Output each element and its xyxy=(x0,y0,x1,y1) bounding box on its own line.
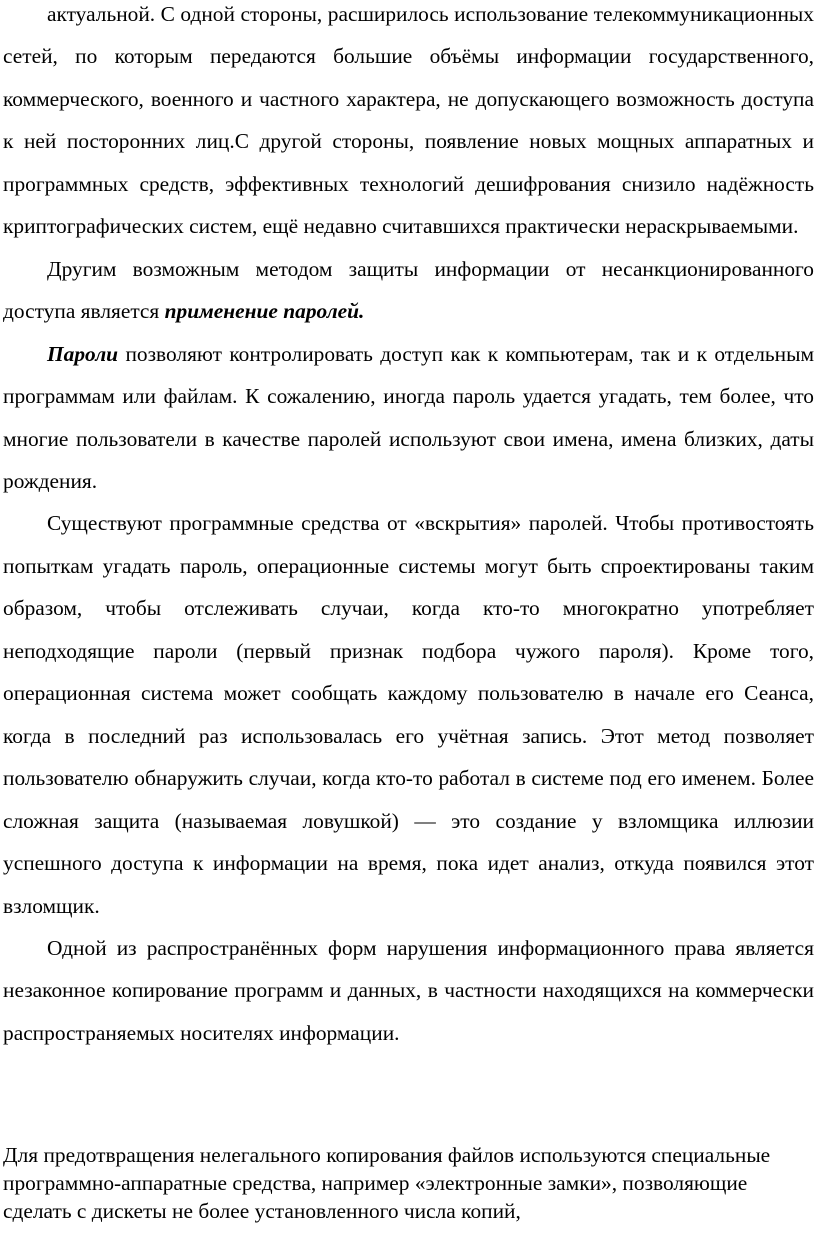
paragraph-text: Для предотвращения нелегального копирования файлов используются специальные программно-аппаратные средства, например «электронные замки», позволяющие сделать с дискеты не более установленного числа копий, xyxy=(3,1143,771,1223)
paragraph-passwords-control xyxy=(3,333,814,503)
paragraph-text: позволяют контролировать доступ как к компьютерам, так и к отдельным программам или файлам. К сожалению, иногда пароль удается угадать, тем более, что многие пользователи в качестве паролей используют свои имена, имена близких, даты рождения. xyxy=(3,341,814,493)
emphasis-text: применение паролей. xyxy=(164,299,365,324)
paragraph-text: Другим возможным методом защиты информации от несанкционированного доступа является xyxy=(3,256,814,324)
paragraph-text: Существуют программные средства от «вскрытия» паролей. Чтобы противостоять попыткам угадать пароль, операционные системы могут быть спроектированы таким образом, чтобы отслеживать случаи, когда кто-то многократно употребляет неподходящие пароли (первый признак подбора чужого пароля). Кроме того, операционная система может сообщать каждому пользователю в начале его Сеанса, когда в последний раз использовалась его учётная запись. Этот метод позволяет пользователю обнаружить случаи, когда кто-то работал в системе под его именем. Более сложная защита (называемая ловушкой) — это создание у взломщика иллюзии успешного доступа к информации на время, пока идет анализ, откуда появился этот взломщик. xyxy=(3,511,814,918)
tail-text-block xyxy=(3,1141,814,1225)
emphasis-text: Пароли xyxy=(47,341,119,366)
paragraph-password-protection-tools xyxy=(3,502,814,927)
paragraph-passwords-method xyxy=(3,248,814,333)
paragraph-illegal-copying xyxy=(3,927,814,1054)
main-text-block xyxy=(3,0,814,1054)
paragraph-copy-protection xyxy=(3,1141,814,1225)
paragraph-text: Одной из распространённых форм нарушения информационного права является незаконное копирование программ и данных, в частности находящихся на коммерчески распространяемых носителях информации. xyxy=(3,935,814,1045)
paragraph-encryption-relevance xyxy=(3,0,814,248)
paragraph-text: актуальной. С одной стороны, расширилось использование телекоммуникационных сетей, по которым передаются большие объёмы информации государственного, коммерческого, военного и частного характера, не допускающего возможность доступа к ней посторонних лиц.С другой стороны, появление новых мощных аппаратных и программных средств, эффективных технологий дешифрования снизило надёжность криптографических систем, ещё недавно считавшихся практически нераскрываемыми. xyxy=(3,2,814,239)
